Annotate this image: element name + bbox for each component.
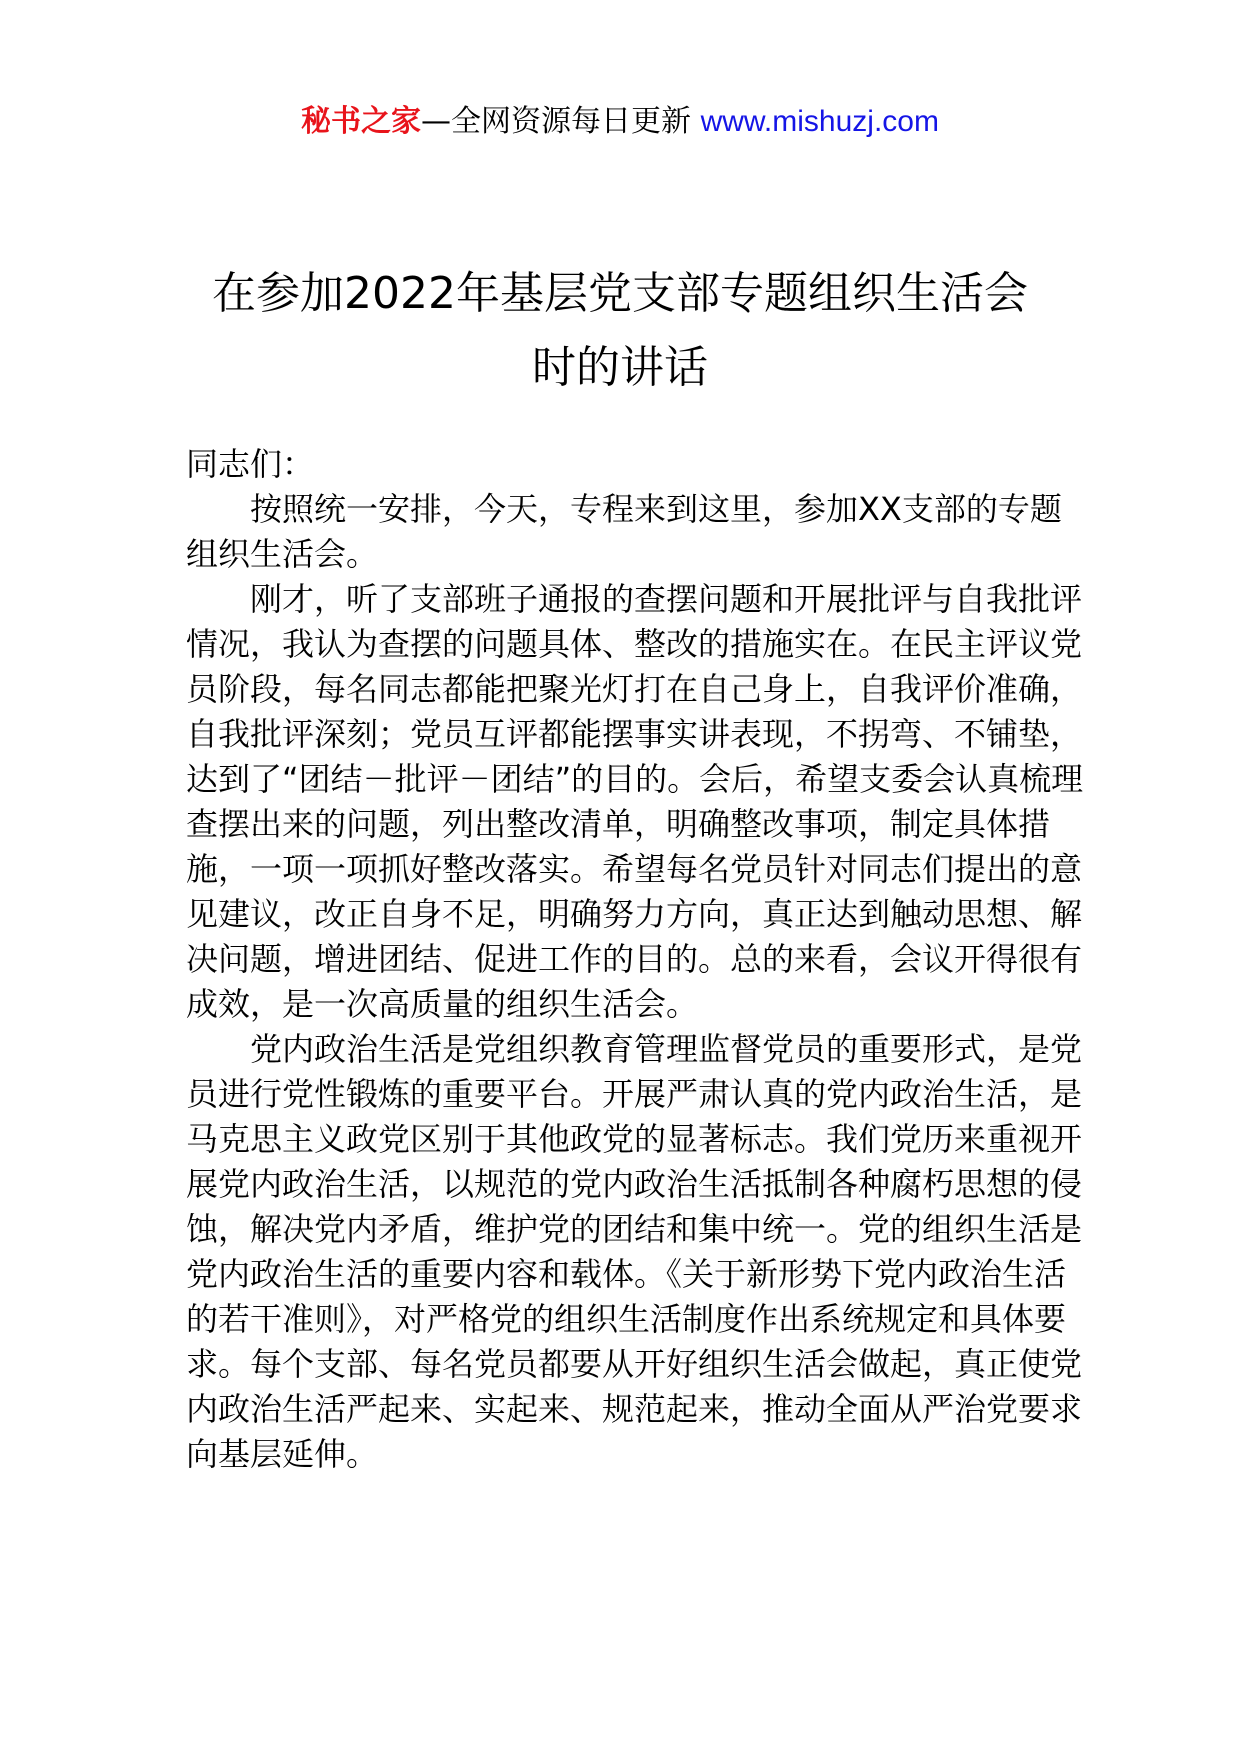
document-body [186,442,1086,1477]
site-header [0,100,1240,144]
site-brand: 秘书之家 [301,104,422,139]
title-line-2: 时的讲话 [532,342,708,394]
salutation: 同志们： [186,445,315,483]
body-paragraph-1: 按照统一安排，今天，专程来到这里，参加XX支部的专题组织生活会。 [186,490,1062,573]
document-title [150,257,1090,405]
header-tagline: —全网资源每日更新 [421,104,692,139]
site-url-link[interactable]: www.mishuzj.com [700,105,939,138]
title-line-1: 在参加2022年基层党支部专题组织生活会 [212,268,1028,320]
body-paragraph-3: 党内政治生活是党组织教育管理监督党员的重要形式，是党员进行党性锻炼的重要平台。开展严肃认真的党内政治生活，是马克思主义政党区别于其他政党的显著标志。我们党历来重视开展党内政治生活，以规范的党内政治生活抵制各种腐朽思想的侵蚀，解决党内矛盾，维护党的团结和集中统一。党的组织生活是党内政治生活的重要内容和载体。《关于新形势下党内政治生活的若干准则》，对严格党的组织生活制度作出系统规定和具体要求。每个支部、每名党员都要从开好组织生活会做起，真正使党内政治生活严起来、实起来、规范起来，推动全面从严治党要求向基层延伸。 [186,1030,1083,1473]
body-paragraph-2: 刚才，听了支部班子通报的查摆问题和开展批评与自我批评情况，我认为查摆的问题具体、整改的措施实在。在民主评议党员阶段，每名同志都能把聚光灯打在自己身上，自我评价准确，自我批评深刻；党员互评都能摆事实讲表现，不拐弯、不铺垫，达到了“团结－批评－团结”的目的。会后，希望支委会认真梳理查摆出来的问题，列出整改清单，明确整改事项，制定具体措施，一项一项抓好整改落实。希望每名党员针对同志们提出的意见建议，改正自身不足，明确努力方向，真正达到触动思想、解决问题，增进团结、促进工作的目的。总的来看，会议开得很有成效，是一次高质量的组织生活会。 [186,580,1084,1023]
